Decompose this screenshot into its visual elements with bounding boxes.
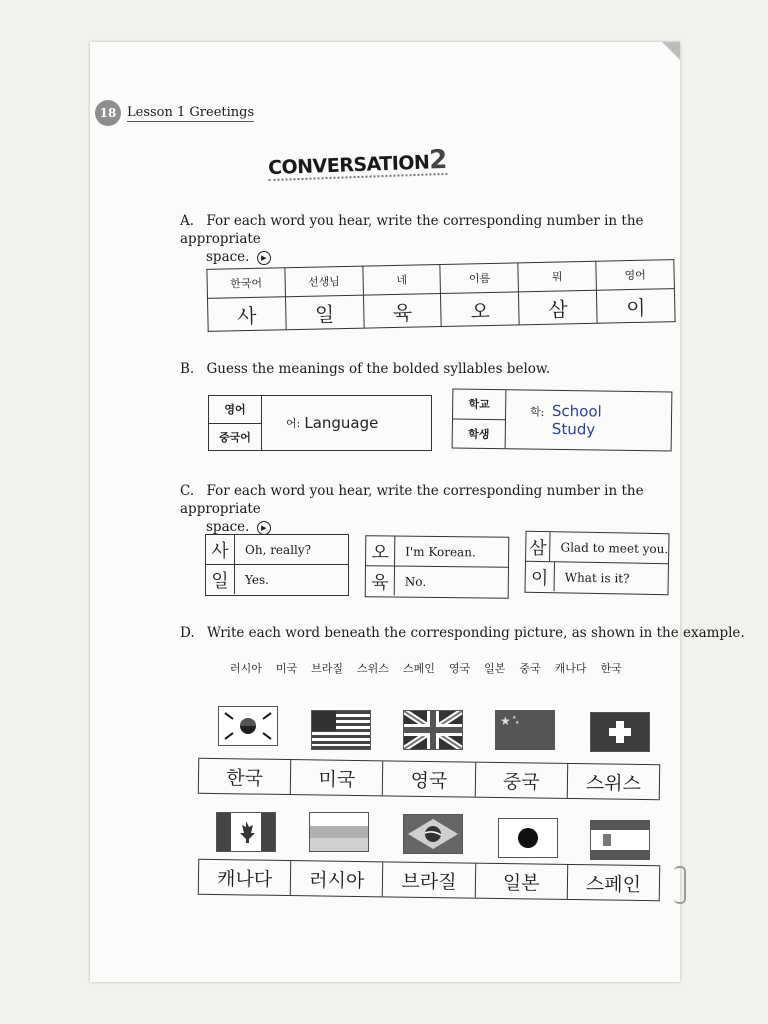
word-bank-item	[276, 660, 297, 676]
section-b-label: B.	[180, 361, 195, 377]
word-haksaeng: 학생	[468, 427, 490, 441]
china-flag	[495, 710, 555, 750]
word-bank-text: 미국	[275, 662, 298, 675]
flag-name-cell[interactable]: 영국	[383, 761, 476, 796]
section-b-text: Guess the meanings of the bolded syllables below.	[206, 361, 551, 377]
usa-flag	[311, 710, 371, 750]
section-b-instruction	[180, 360, 550, 378]
flag-name-cell[interactable]: 미국	[291, 760, 384, 795]
section-a-header-cell: 영어	[596, 260, 674, 291]
page-corner	[662, 42, 680, 60]
flag-name-cell[interactable]: 러시아	[291, 861, 384, 896]
word-bank-item	[403, 660, 435, 676]
section-a-text1: For each word you hear, write the corresponding number in the appropriate	[180, 213, 644, 247]
section-a-table	[206, 259, 675, 332]
section-c-instruction	[180, 482, 650, 536]
section-c-group	[365, 535, 510, 599]
flag-names-row-1	[198, 758, 660, 800]
section-b-left-answer-cell	[262, 396, 431, 450]
section-c-row	[526, 532, 669, 564]
section-a-instruction	[180, 212, 650, 266]
word-bank-text: 러시아	[230, 662, 262, 675]
word-bank	[230, 660, 622, 676]
answer-school: School	[551, 401, 602, 421]
section-c-answer[interactable]: 육	[366, 566, 395, 595]
audio-play-icon-c[interactable]: ▶	[257, 521, 271, 535]
word-bank-item	[311, 660, 343, 676]
section-c-row	[366, 536, 508, 567]
section-a-header-cell: 네	[363, 265, 441, 296]
word-bank-text: 일본	[484, 662, 506, 675]
section-a-answer-cell[interactable]: 일	[285, 295, 364, 330]
section-c-answer[interactable]: 삼	[526, 532, 551, 561]
svg-text:★: ★	[512, 715, 517, 721]
section-c-answer[interactable]: 일	[206, 565, 235, 594]
section-b-right-box	[452, 388, 673, 451]
word-bank-item	[601, 660, 622, 676]
section-b-left-words	[209, 396, 262, 450]
section-c-row	[206, 535, 348, 565]
word-bank-text: 스위스	[357, 662, 389, 675]
section-b-right-answer-cell	[506, 390, 672, 450]
flag-name-cell[interactable]: 일본	[475, 864, 568, 899]
section-c-text2: space.	[206, 519, 250, 535]
section-a-answer-cell[interactable]: 이	[597, 289, 676, 324]
spain-flag	[590, 820, 650, 860]
section-c-group	[524, 531, 669, 596]
audio-play-icon[interactable]: ▶	[257, 251, 271, 265]
page-edge-ring	[674, 866, 686, 904]
page-header	[95, 100, 254, 126]
title-number: 2	[428, 144, 448, 176]
section-a-header-cell: 선생님	[285, 266, 363, 297]
word-bank-item	[555, 660, 587, 676]
section-c-row	[526, 562, 668, 593]
page-number: 18	[95, 100, 121, 126]
word-bank-item	[449, 660, 470, 676]
section-c-phrase: I'm Korean.	[405, 544, 476, 559]
flag-name-cell[interactable]: 스위스	[585, 771, 642, 795]
brazil-flag	[403, 814, 463, 854]
word-bank-item	[357, 660, 389, 676]
title-text: CONVERSATION	[267, 151, 430, 180]
word-bank-text: 캐나다	[554, 662, 587, 675]
conversation-title	[268, 145, 448, 181]
word-bank-text: 영국	[448, 662, 471, 675]
section-c-row	[366, 566, 508, 596]
lesson-title: Lesson 1 Greetings	[127, 104, 255, 120]
word-hakgyo: 학교	[453, 389, 505, 419]
section-d-label: D.	[180, 625, 195, 641]
syllable-hak-prefix: 학:	[530, 405, 545, 419]
word-junggugeo: 중국어	[219, 430, 251, 444]
section-c-answer[interactable]: 이	[526, 562, 556, 592]
section-c-answer[interactable]: 사	[206, 535, 235, 564]
section-b-right-words	[453, 389, 507, 448]
section-a-text2: space.	[206, 249, 250, 265]
section-a-header-cell: 한국어	[207, 268, 285, 299]
section-a-answer-cell[interactable]: 육	[363, 294, 442, 329]
uk-flag	[403, 710, 463, 750]
section-b-left-box	[208, 395, 432, 451]
word-bank-item	[519, 660, 540, 676]
flag-name-cell[interactable]: 중국	[475, 763, 568, 798]
switzerland-flag	[590, 712, 650, 752]
section-c-answer[interactable]: 오	[366, 536, 395, 565]
section-a-answer-cell[interactable]: 사	[208, 297, 287, 332]
flag-name-cell[interactable]: 캐나다	[199, 860, 292, 895]
section-c-phrase: No.	[404, 574, 427, 589]
flag-name-cell[interactable]: 스페인	[585, 872, 642, 896]
flag-name-cell[interactable]: 브라질	[383, 862, 476, 897]
section-c-text1: For each word you hear, write the corresponding number in the appropriate	[180, 483, 644, 517]
flag-names-row-2	[198, 859, 660, 901]
answer-study: Study	[551, 419, 596, 439]
word-bank-text: 중국	[519, 662, 541, 675]
flag-name-cell[interactable]: 한국	[199, 759, 292, 794]
section-a-header-cell: 뭐	[518, 261, 596, 292]
word-bank-text: 한국	[600, 662, 622, 675]
word-bank-text: 스페인	[402, 662, 435, 675]
section-a-label: A.	[180, 213, 195, 229]
answer-language: Language	[304, 414, 379, 432]
section-c-row	[206, 565, 348, 594]
section-c-phrase: Glad to meet you.	[560, 539, 669, 556]
south-korea-flag	[218, 706, 278, 746]
canada-flag	[216, 812, 276, 852]
syllable-eo-prefix: 어:	[286, 417, 301, 430]
svg-text:★: ★	[500, 714, 511, 728]
svg-text:★: ★	[515, 720, 520, 726]
section-d-text: Write each word beneath the corresponding picture, as shown in the example.	[206, 625, 745, 641]
section-c-label: C.	[180, 483, 195, 499]
section-c-phrase: What is it?	[564, 569, 630, 586]
section-a-answer-cell[interactable]: 삼	[519, 290, 598, 325]
word-yeongeo: 영어	[209, 396, 261, 424]
word-bank-text: 브라질	[311, 662, 344, 675]
japan-flag	[498, 818, 558, 858]
section-a-answer-cell[interactable]: 오	[441, 292, 520, 327]
section-c-phrase: Yes.	[245, 572, 269, 587]
section-d-instruction	[180, 624, 745, 642]
russia-flag	[309, 812, 369, 852]
section-a-header-cell: 이름	[440, 263, 518, 294]
word-bank-item	[230, 660, 262, 676]
section-c-phrase: Oh, really?	[245, 542, 312, 557]
word-bank-item	[484, 660, 505, 676]
section-c-group	[205, 534, 349, 596]
